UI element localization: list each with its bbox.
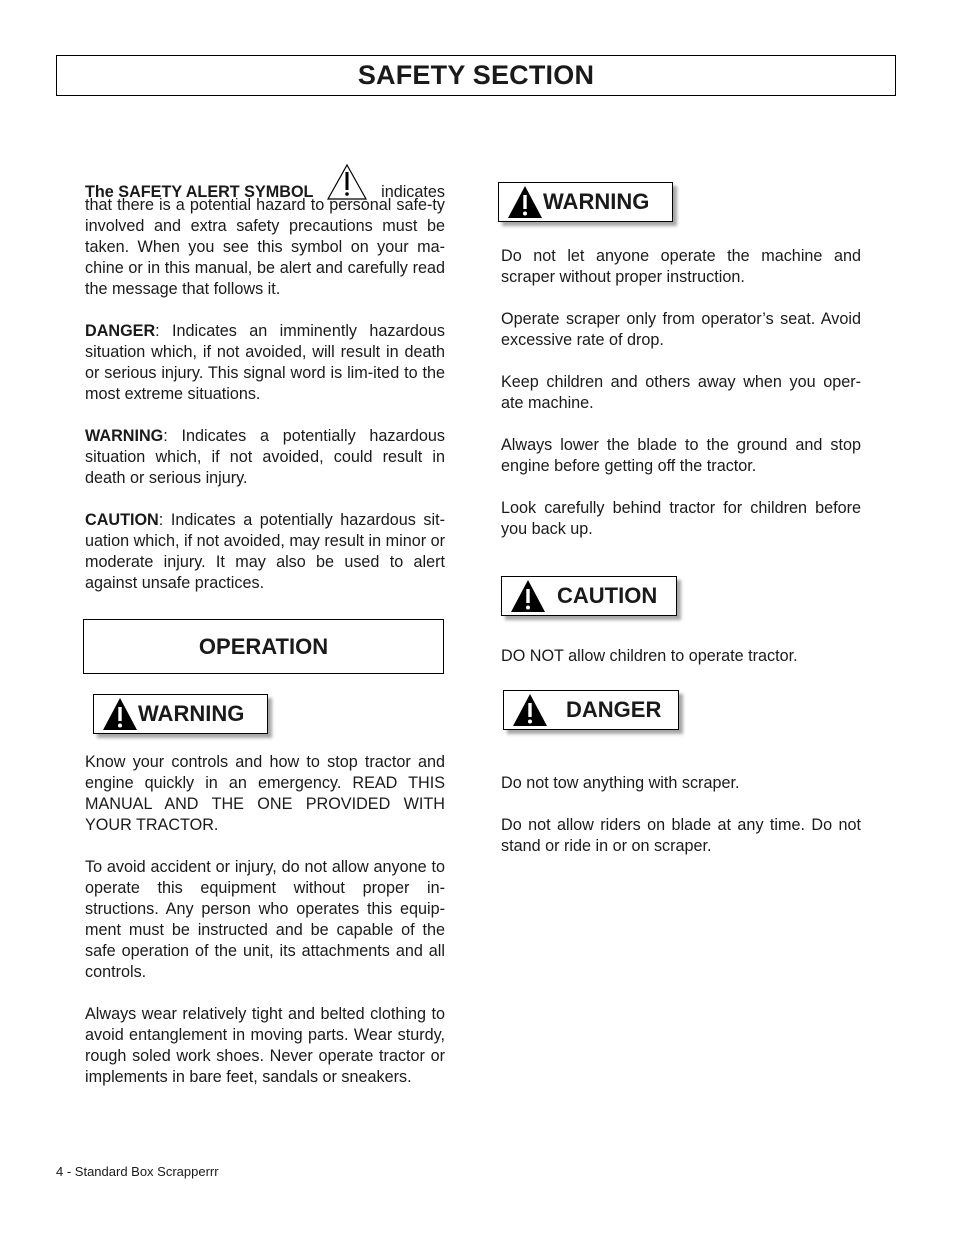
right-warning-badge [498,182,673,222]
danger-paragraph: Do not tow anything with scraper. [501,774,740,792]
danger-term: DANGER [85,322,156,340]
operation-paragraph: To avoid accident or injury, do not allow anyone to operate this equipment without proper in-structions. Any person who operates this equip-ment must be instructed and be capable of the safe operation of the unit, its attachments and all controls. [85,858,445,981]
right-warning-text [501,246,861,561]
symbol-tail: indicates [381,183,445,201]
caution-badge [501,576,677,616]
page-title: SAFETY SECTION [357,60,595,90]
danger-badge [503,690,679,730]
warning-triangle-icon [512,693,548,727]
symbol-description: that there is a potential hazard to personal safe-ty involved and extra safety precautions must be taken. When you see this symbol on your ma-chine or in this manual, be alert and carefully read the message that follows it. [85,196,445,298]
warning-term: WARNING [85,427,164,445]
danger-paragraph: Do not allow riders on blade at any time. Do not stand or ride in or on scraper. [501,816,861,855]
warning-paragraph: Always lower the blade to the ground and stop engine before getting off the tractor. [501,436,861,475]
operation-heading: OPERATION [198,633,329,659]
warning-paragraph: Operate scraper only from operator’s seat. Avoid excessive rate of drop. [501,310,861,349]
right-warning-label: WARNING [543,189,650,214]
operation-paragraph: Always wear relatively tight and belted clothing to avoid entanglement in moving parts. Wear sturdy, rough soled work shoes. Never operate tractor or implements in bare feet, sandals or sneakers. [85,1005,445,1086]
warning-paragraph: Do not let anyone operate the machine and scraper without proper instruction. [501,247,861,286]
caution-definition [85,510,445,594]
danger-text [501,773,861,878]
danger-label: DANGER [566,697,662,722]
intro-section [85,163,445,615]
operation-heading-box [83,619,444,674]
warning-triangle-icon [507,185,543,219]
caution-text [501,646,861,688]
operation-text [85,752,445,1109]
symbol-lead: The SAFETY ALERT SYMBOL [85,183,314,201]
caution-paragraph: DO NOT allow children to operate tractor. [501,647,798,665]
caution-text: : Indicates a potentially hazardous sit-uation which, if not avoided, may result in minor or moderate injury. It may also be used to alert against unsafe practices. [85,511,445,592]
danger-text: : Indicates an imminently hazardous situation which, if not avoided, will result in death or serious injury. This signal word is lim-ited to the most extreme situations. [85,322,445,403]
danger-definition [85,321,445,405]
warning-definition [85,426,445,489]
page-title-box [56,55,896,96]
caution-term: CAUTION [85,511,159,529]
warning-triangle-icon [102,697,138,731]
operation-paragraph: Know your controls and how to stop tractor and engine quickly in an emergency. READ THIS MANUAL AND THE ONE PROVIDED WITH YOUR TRACTOR. [85,753,445,834]
operation-warning-label: WARNING [138,701,245,726]
warning-paragraph: Keep children and others away when you oper-ate machine. [501,373,861,412]
warning-text: : Indicates a potentially hazardous situation which, if not avoided, could result in death or serious injury. [85,427,445,487]
page-footer: 4 - Standard Box Scrapperrr [56,1164,219,1179]
warning-triangle-icon [510,579,546,613]
caution-label: CAUTION [557,583,658,608]
warning-paragraph: Look carefully behind tractor for children before you back up. [501,499,861,538]
operation-warning-badge [93,694,268,734]
